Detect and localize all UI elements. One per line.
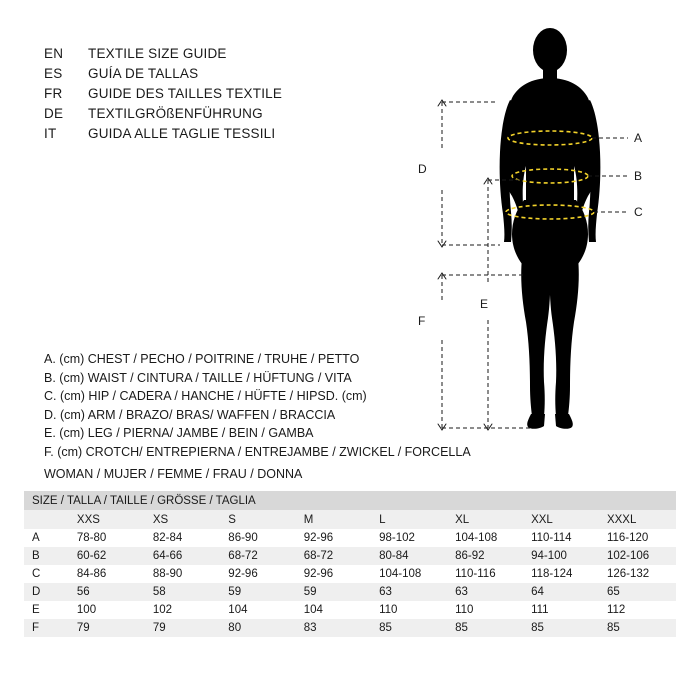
table-header-label: SIZE / TALLA / TAILLE / GRÖSSE / TAGLIA: [24, 491, 676, 510]
table-row: [24, 565, 676, 583]
row-key: B: [24, 547, 69, 565]
row-key: E: [24, 601, 69, 619]
table-row: [24, 547, 676, 565]
title-language-code: EN: [44, 46, 64, 61]
table-header-row: [24, 491, 676, 510]
cell: 85: [599, 619, 676, 637]
title-language-code: ES: [44, 66, 63, 81]
title-block: [44, 44, 344, 144]
cell: 118-124: [523, 565, 599, 583]
table-row: [24, 619, 676, 637]
size-column-header: XXS: [69, 510, 145, 529]
cell: 85: [447, 619, 523, 637]
size-table: [24, 491, 676, 637]
cell: 126-132: [599, 565, 676, 583]
cell: 68-72: [220, 547, 295, 565]
title-row: [44, 44, 344, 64]
size-column-header: XXXL: [599, 510, 676, 529]
marker-label-c: C: [634, 205, 643, 219]
cell: 86-90: [220, 529, 295, 547]
cell: 64: [523, 583, 599, 601]
cell: 68-72: [296, 547, 371, 565]
marker-label-a: A: [634, 131, 643, 145]
table-row: [24, 529, 676, 547]
cell: 85: [371, 619, 447, 637]
cell: 63: [447, 583, 523, 601]
legend-item: A. (cm) CHEST / PECHO / POITRINE / TRUHE / PETTO: [44, 352, 360, 366]
title-text: TEXTILGRÖßENFÜHRUNG: [88, 106, 263, 121]
cell: 59: [296, 583, 371, 601]
cell: 56: [69, 583, 145, 601]
title-text: TEXTILE SIZE GUIDE: [88, 46, 227, 61]
cell: 110: [447, 601, 523, 619]
row-key: C: [24, 565, 69, 583]
cell: 104: [296, 601, 371, 619]
cell: 83: [296, 619, 371, 637]
cell: 104-108: [447, 529, 523, 547]
cell: 110: [371, 601, 447, 619]
title-language-code: DE: [44, 106, 64, 121]
table-row: [24, 583, 676, 601]
marker-label-e: E: [480, 297, 489, 311]
cell: 64-66: [145, 547, 220, 565]
row-key: D: [24, 583, 69, 601]
cell: 94-100: [523, 547, 599, 565]
title-text: GUIDE DES TAILLES TEXTILE: [88, 86, 283, 101]
row-key: A: [24, 529, 69, 547]
cell: 92-96: [220, 565, 295, 583]
legend-item: F. (cm) CROTCH/ ENTREPIERNA / ENTREJAMBE / ZWICKEL / FORCELLA: [44, 444, 471, 459]
cell: 79: [145, 619, 220, 637]
size-column-header: XS: [145, 510, 220, 529]
gender-label: WOMAN / MUJER / FEMME / FRAU / DONNA: [44, 467, 303, 481]
table-size-row: [24, 510, 676, 529]
title-language-code: FR: [44, 86, 63, 101]
cell: 104-108: [371, 565, 447, 583]
cell: 104: [220, 601, 295, 619]
cell: 100: [69, 601, 145, 619]
cell: 88-90: [145, 565, 220, 583]
cell: 111: [523, 601, 599, 619]
size-column-header: XL: [447, 510, 523, 529]
row-key: F: [24, 619, 69, 637]
cell: 60-62: [69, 547, 145, 565]
cell: 110-116: [447, 565, 523, 583]
legend-item: C. (cm) HIP / CADERA / HANCHE / HÜFTE / HIPSD. (cm): [44, 389, 367, 403]
cell: 63: [371, 583, 447, 601]
cell: 58: [145, 583, 220, 601]
size-column-header: XXL: [523, 510, 599, 529]
cell: 86-92: [447, 547, 523, 565]
marker-label-f: F: [418, 314, 426, 328]
cell: 59: [220, 583, 295, 601]
legend-item: B. (cm) WAIST / CINTURA / TAILLE / HÜFTUNG / VITA: [44, 370, 352, 385]
size-table-wrapper: [24, 491, 676, 637]
table-row: [24, 601, 676, 619]
cell: 98-102: [371, 529, 447, 547]
female-silhouette-icon: [500, 28, 601, 429]
title-row: [44, 84, 344, 104]
cell: 112: [599, 601, 676, 619]
cell: 78-80: [69, 529, 145, 547]
legend-item: D. (cm) ARM / BRAZO/ BRAS/ WAFFEN / BRACCIA: [44, 407, 336, 422]
size-column-header: L: [371, 510, 447, 529]
title-language-code: IT: [44, 126, 57, 141]
title-row: [44, 64, 344, 84]
cell: 80-84: [371, 547, 447, 565]
size-column-header: M: [296, 510, 371, 529]
cell: 110-114: [523, 529, 599, 547]
cell: 82-84: [145, 529, 220, 547]
title-row: [44, 104, 344, 124]
measurement-legend: [44, 350, 471, 461]
cell: 79: [69, 619, 145, 637]
cell: 102: [145, 601, 220, 619]
cell: 84-86: [69, 565, 145, 583]
title-text: GUÍA DE TALLAS: [88, 66, 199, 81]
cell: 92-96: [296, 529, 371, 547]
cell: 102-106: [599, 547, 676, 565]
cell: 116-120: [599, 529, 676, 547]
marker-label-d: D: [418, 162, 427, 176]
title-row: [44, 124, 344, 144]
cell: 85: [523, 619, 599, 637]
marker-label-b: B: [634, 169, 643, 183]
dimension-bracket-d: [438, 100, 500, 247]
legend-item: E. (cm) LEG / PIERNA/ JAMBE / BEIN / GAMBA: [44, 426, 314, 440]
title-text: GUIDA ALLE TAGLIE TESSILI: [88, 126, 276, 141]
cell: 65: [599, 583, 676, 601]
cell: 80: [220, 619, 295, 637]
size-column-header: S: [220, 510, 295, 529]
cell: 92-96: [296, 565, 371, 583]
table-corner-cell: [24, 510, 69, 529]
